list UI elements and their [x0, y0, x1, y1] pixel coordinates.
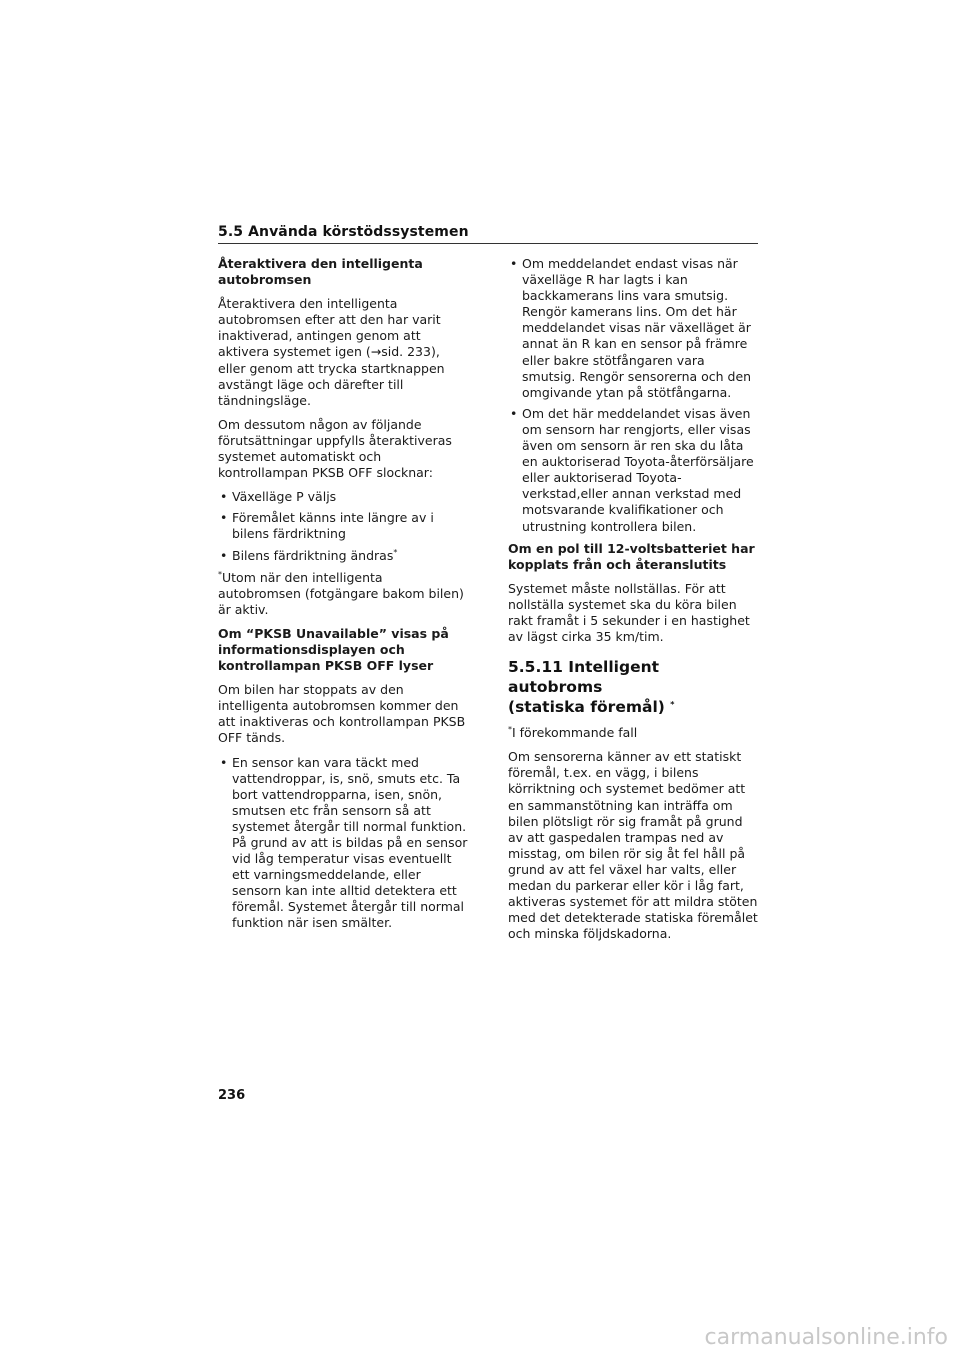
heading-pksb-unavailable: Om “PKSB Unavailable” visas på informationsdisplayen och kontrollampan PKSB OFF lyser: [218, 625, 449, 674]
paragraph-static-objects: Om sensorerna känner av ett statiskt föremål, t.ex. en vägg, i bilens körriktning och systemet bedömer att en sammanstötning kan inträffa om bilen plötsligt rör sig framåt på grund av att gaspedalen trampas ned av misstag, om bilen rör sig åt fel håll på grund av att fel växel har valts, eller medan du parkerar eller kör i låg fart, aktiveras systemet för att mildra stöten med det detekterade statiska föremålet och minska följdskadorna.: [508, 749, 758, 942]
bullet-dot: •: [510, 256, 518, 271]
message-list: [508, 256, 758, 535]
sensor-list: [218, 755, 468, 932]
heading-battery: Om en pol till 12-voltsbatteriet har kopplats från och återanslutits: [508, 540, 755, 572]
footnote-marker: *: [393, 547, 398, 557]
bullet-dot: •: [220, 489, 228, 505]
section-star: *: [670, 700, 675, 710]
list-item: • Om meddelandet endast visas när växelläge R har lagts i kan backkamerans lins vara smutsig. Rengör kamerans lins. Om det här meddelandet visas när växelläget är annat än R kan en sensor på främre eller bakre stötfångaren vara smutsig. Rengör sensorerna och den omgivande ytan på stötfångarna.: [510, 256, 752, 400]
list-item: • Växelläge P väljs: [220, 489, 337, 505]
availability-note: *I förekommande fall: [508, 725, 638, 741]
header-divider: [218, 243, 758, 244]
paragraph-pksb: Om bilen har stoppats av den intelligenta autobromsen kommer den att inaktiveras och kontrollampan PKSB OFF tänds.: [218, 682, 466, 746]
section-title: 5.5.11 Intelligent autobroms (statiska föremål) *: [508, 658, 675, 717]
conditions-list: [218, 489, 468, 563]
list-item: • Bilens färdriktning ändras*: [220, 547, 398, 563]
right-column: [508, 256, 758, 950]
list-item: • Om det här meddelandet visas även om sensorn har rengjorts, eller visas även om sensorn är ren ska du låta en auktoriserad Toyota-återförsäljare eller auktoriserad Toyota-verkstad,eller annan verkstad med motsvarande kvalifikationer och utrustning kontrollera bilen.: [510, 405, 754, 534]
bullet-dot: •: [220, 510, 228, 526]
bullet-dot: •: [220, 547, 228, 563]
bullet-dot: •: [510, 405, 518, 421]
left-column: [218, 256, 468, 938]
heading-reactivate: Återaktivera den intelligenta autobromsen: [218, 256, 423, 288]
watermark-text: carmanualsonline.info: [704, 1325, 948, 1350]
list-item: • Föremålet känns inte längre av i bilens färdriktning: [220, 510, 434, 542]
paragraph-battery: Systemet måste nollställas. För att nollställa systemet ska du köra bilen rakt framåt i 5 sekunder i en hastighet av lägst cirka 35 km/tim.: [508, 580, 750, 645]
section-header: 5.5 Använda körstödssystemen: [218, 224, 469, 240]
paragraph-reactivate: Återaktivera den intelligenta autobromsen efter att den har varit inaktiverad, antingen genom att aktivera systemet igen (→sid. 233), eller genom att trycka startknappen avstängt läge och därefter till tändningsläge.: [218, 296, 445, 408]
list-item: • En sensor kan vara täckt med vattendroppar, is, snö, smuts etc. Ta bort vattendropparna, isen, snön, smutsen etc från sensorn så att systemet återgår till normal funktion. På grund av att is bildas på en sensor vid låg temperatur visas eventuellt ett varningsmeddelande, eller sensorn kan inte alltid detektera ett föremål. Systemet återgår till normal funktion när isen smälter.: [220, 754, 468, 931]
paragraph-conditions: Om dessutom någon av följande förutsättningar uppfylls återaktiveras systemet automatiskt och kontrollampan PKSB OFF slocknar:: [218, 416, 452, 481]
page-number: 236: [218, 1088, 246, 1103]
footnote: *Utom när den intelligenta autobromsen (fotgängare bakom bilen) är aktiv.: [218, 569, 464, 617]
bullet-dot: •: [220, 754, 228, 770]
